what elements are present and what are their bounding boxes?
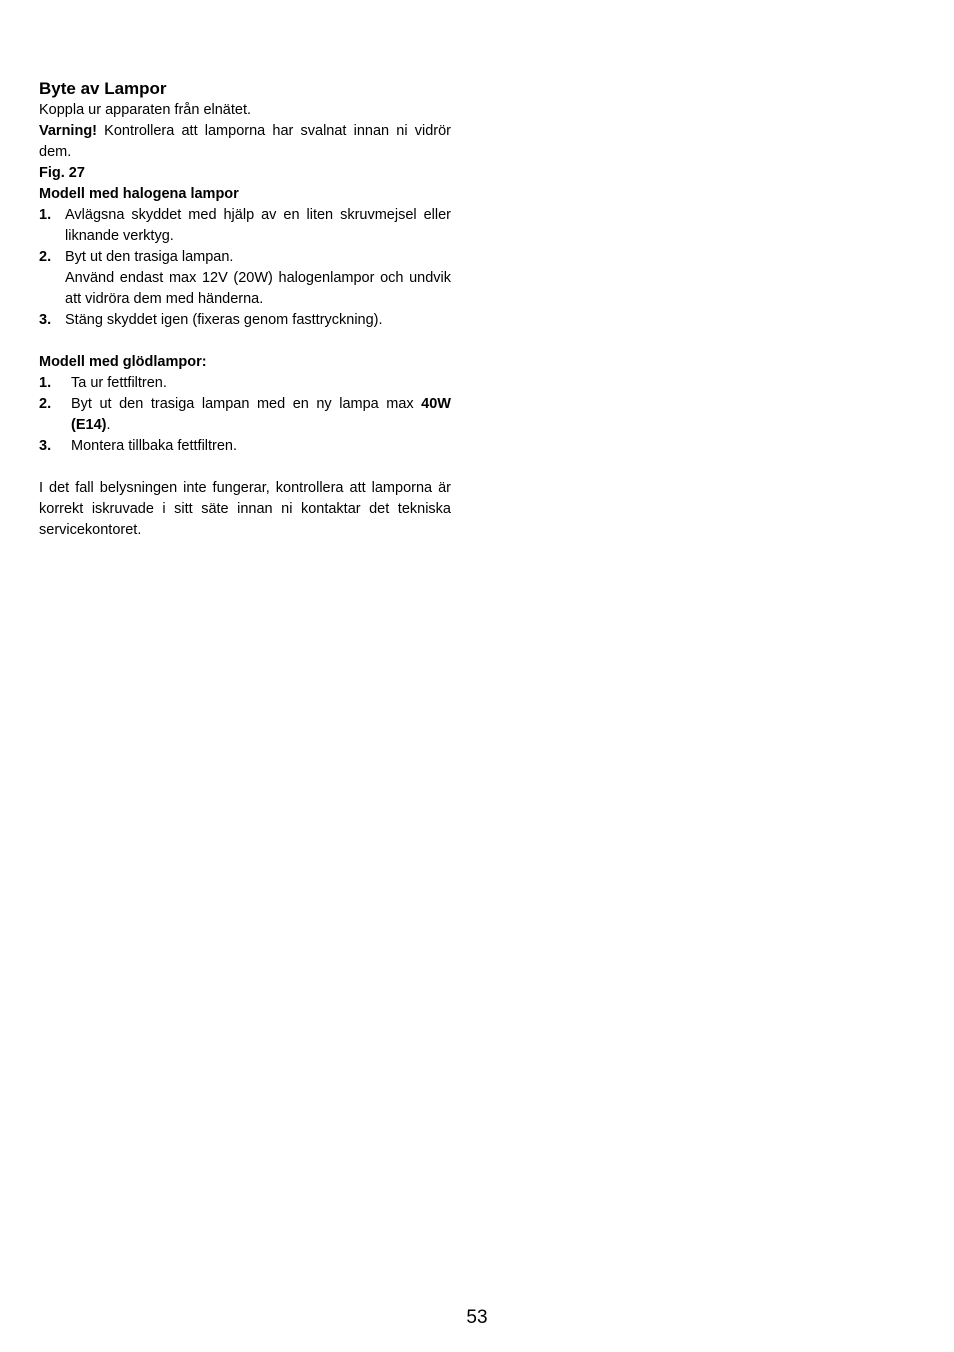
list-number: 1. (39, 375, 52, 391)
list-text-line: Byt ut den trasiga lampan. (65, 249, 234, 265)
list-number: 1. (39, 207, 52, 223)
list-number: 3. (39, 438, 52, 454)
warning-label: Varning! (39, 123, 98, 139)
list-item (39, 310, 451, 331)
list-number: 2. (39, 249, 52, 265)
list-number: 2. (39, 396, 52, 412)
list-text-line: Använd endast max 12V (20W) halogenlampor och undvik att vidröra dem med händerna. (65, 270, 451, 307)
list-item (39, 247, 451, 310)
list-text: Stäng skyddet igen (fixeras genom fasttryckning). (65, 312, 383, 328)
list-text (65, 247, 451, 310)
list-text: Montera tillbaka fettfiltren. (71, 438, 238, 454)
text-column (39, 78, 451, 541)
section-title: Byte av Lampor (39, 79, 167, 98)
list-item (39, 436, 451, 457)
list-text-part: Byt ut den trasiga lampan med en ny lampa max (71, 396, 422, 412)
troubleshooting-note: I det fall belysningen inte fungerar, kontrollera att lamporna är korrekt iskruvade i sitt säte innan ni kontaktar det tekniska servicekontoret. (39, 480, 451, 538)
figure-reference: Fig. 27 (39, 165, 85, 181)
list-text: Ta ur fettfiltren. (71, 375, 167, 391)
list-text-part: . (106, 417, 111, 433)
halogen-heading: Modell med halogena lampor (39, 186, 239, 202)
list-number: 3. (39, 312, 52, 328)
list-item (39, 205, 451, 247)
lamp-spec: 40W (E14) (71, 396, 451, 433)
list-item (39, 373, 451, 394)
list-item (39, 394, 451, 436)
list-text (71, 394, 451, 436)
list-text: Avlägsna skyddet med hjälp av en liten skruvmejsel eller liknande verktyg. (65, 207, 451, 244)
warning-paragraph (39, 121, 451, 163)
page-number: 53 (466, 1307, 488, 1328)
warning-text: Kontrollera att lamporna har svalnat innan ni vidrör dem. (39, 123, 451, 160)
glow-heading: Modell med glödlampor: (39, 354, 207, 370)
unplug-instruction: Koppla ur apparaten från elnätet. (39, 102, 252, 118)
